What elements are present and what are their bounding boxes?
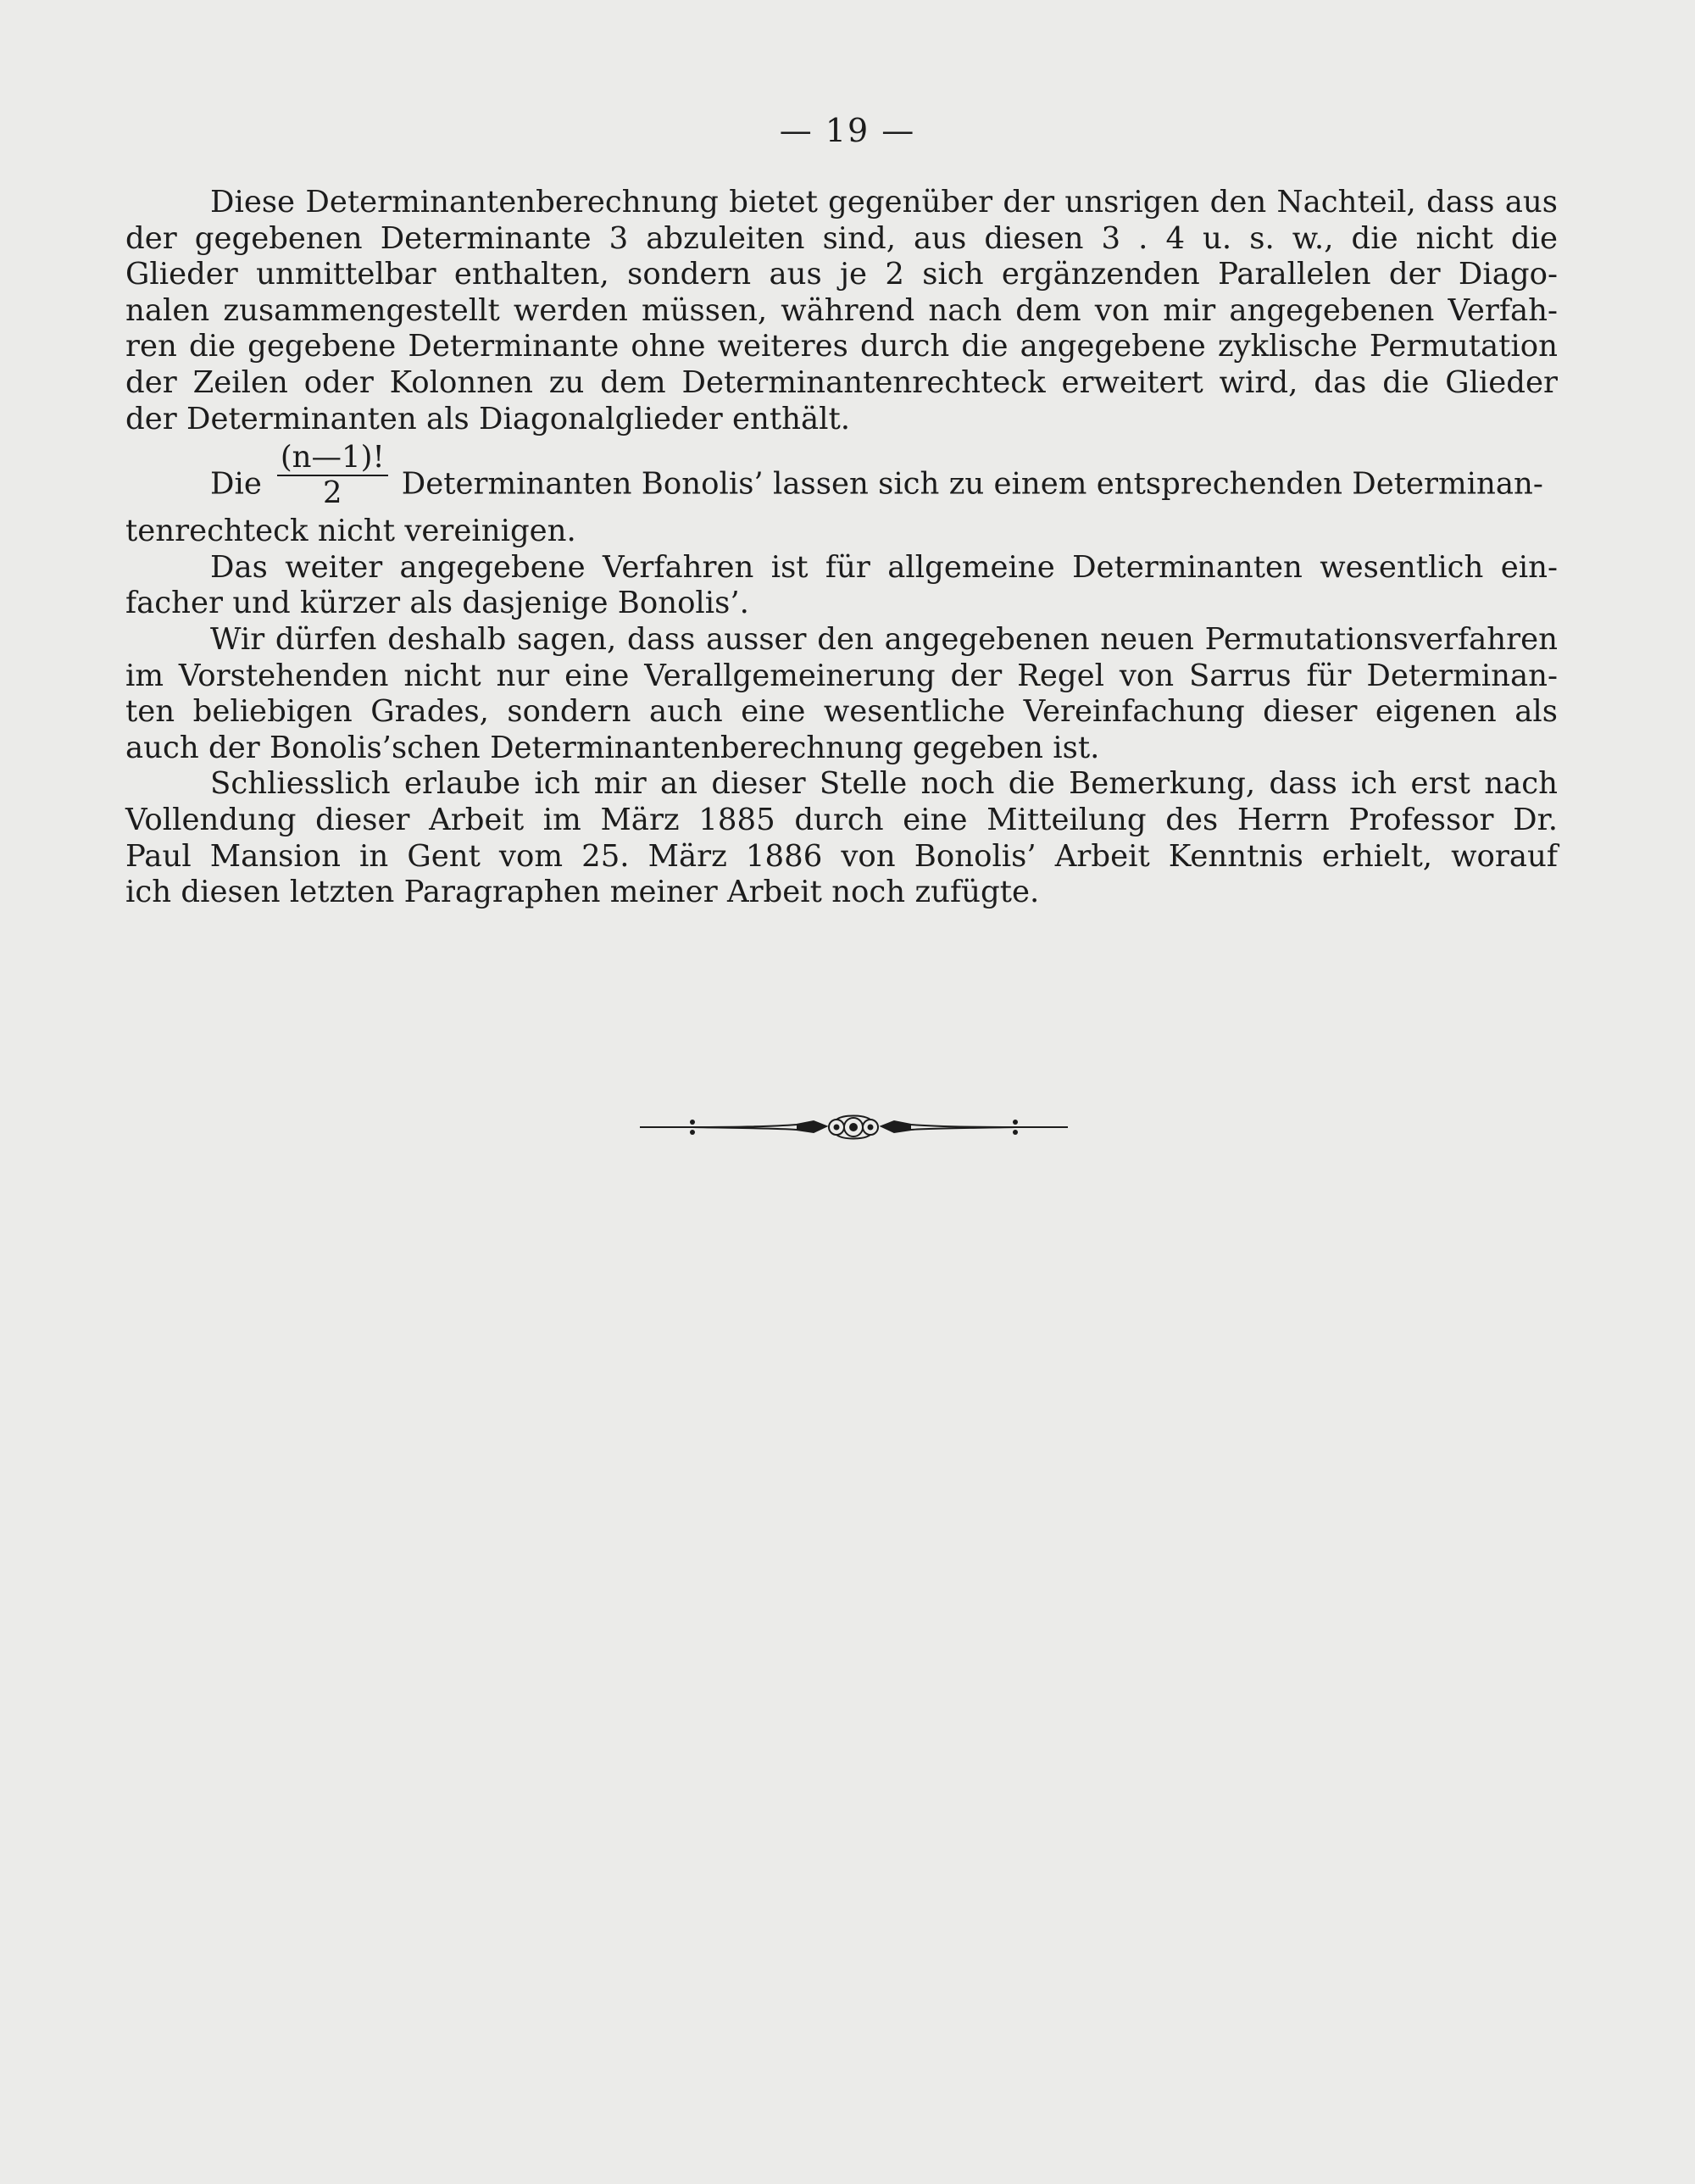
text-line: ten beliebigen Grades, sondern auch eine wesentliche Vereinfachung dieser eigenen als xyxy=(125,694,1558,730)
text-line: Wir dürfen deshalb sagen, dass ausser den angegebenen neuen Permutationsverfahren xyxy=(210,621,1558,657)
decorative-divider-icon xyxy=(640,1106,1068,1148)
text-line: ich diesen letzten Paragraphen meiner Arbeit noch zufügte. xyxy=(125,875,1040,910)
text-line: der Determinanten als Diagonalglieder enthält. xyxy=(125,401,851,436)
fraction xyxy=(277,441,388,510)
paragraph-3 xyxy=(125,550,1558,622)
text-line: Das weiter angegebene Verfahren ist für allgemeine Determinanten wesentlich ein- xyxy=(210,549,1558,585)
text-line: Vollendung dieser Arbeit im März 1885 durch eine Mitteilung des Herrn Professor Dr. xyxy=(125,802,1558,837)
text-line: facher und kürzer als dasjenige Bonolis’. xyxy=(125,586,749,621)
text-segment: Die xyxy=(210,466,262,502)
text-line: tenrechteck nicht vereinigen. xyxy=(125,514,576,549)
paragraph-1 xyxy=(125,185,1558,437)
page-number: — 19 — xyxy=(779,112,916,149)
text-line: Paul Mansion in Gent vom 25. März 1886 von Bonolis’ Arbeit Kenntnis erhielt, worauf xyxy=(125,838,1558,874)
text-segment: Determinanten Bonolis’ lassen sich zu einem entsprechenden Determinan- xyxy=(401,466,1543,502)
text-line: auch der Bonolis’schen Determinantenberechnung gegeben ist. xyxy=(125,730,1100,765)
text-line: Diese Determinantenberechnung bietet gegenüber der unsrigen den Nachteil, dass aus xyxy=(210,185,1558,220)
text-line: im Vorstehenden nicht nur eine Verallgemeinerung der Regel von Sarrus für Determinan- xyxy=(125,658,1558,693)
fraction-denominator: 2 xyxy=(322,475,342,511)
text-line: Glieder unmittelbar enthalten, sondern aus je 2 sich ergänzenden Parallelen der Diago- xyxy=(125,257,1558,292)
text-line: ren die gegebene Determinante ohne weiteres durch die angegebene zyklische Permutation xyxy=(125,329,1558,364)
paragraph-2 xyxy=(125,440,1558,520)
text-line: nalen zusammengestellt werden müssen, während nach dem von mir angegebenen Verfah- xyxy=(125,292,1558,328)
text-line: der Zeilen oder Kolonnen zu dem Determinantenrechteck erweitert wird, das die Glieder xyxy=(125,364,1558,400)
text-line: der gegebenen Determinante 3 abzuleiten sind, aus diesen 3 . 4 u. s. w., die nicht die xyxy=(125,220,1558,256)
body-text xyxy=(125,185,1558,911)
paragraph-5 xyxy=(125,766,1558,910)
fraction-numerator: (n—1)! xyxy=(277,441,388,476)
text-line: Schliesslich erlaube ich mir an dieser Stelle noch die Bemerkung, dass ich erst nach xyxy=(210,766,1558,802)
paragraph-4 xyxy=(125,622,1558,766)
